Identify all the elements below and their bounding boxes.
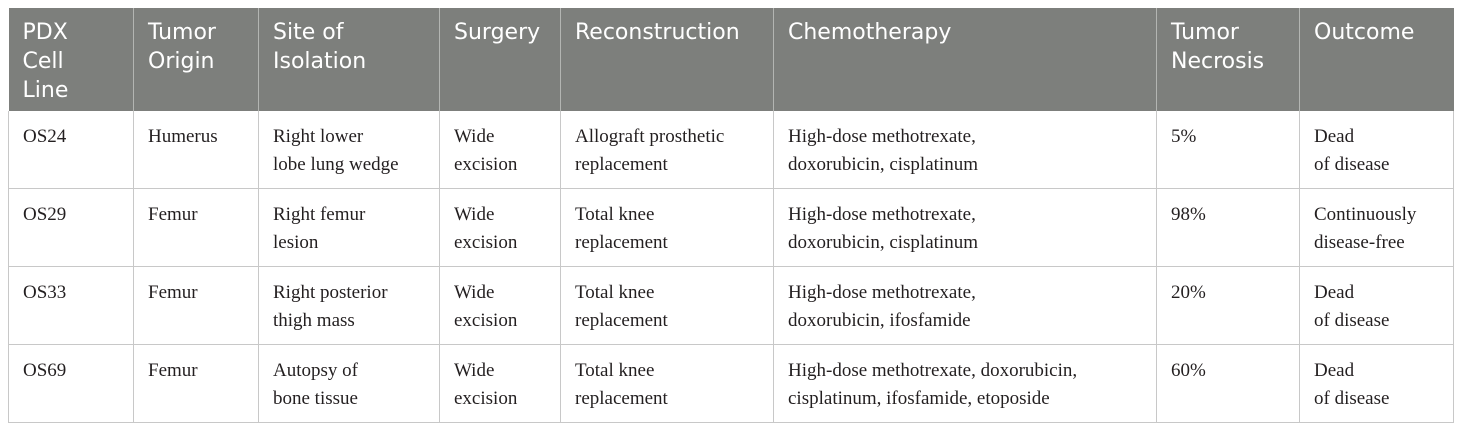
cell-pdx-cell-line: OS24 bbox=[9, 111, 134, 189]
cell-pdx-cell-line: OS33 bbox=[9, 267, 134, 345]
table-row bbox=[9, 267, 1454, 345]
cell-site-of-isolation: Right posterior thigh mass bbox=[259, 267, 440, 345]
table-header-row bbox=[9, 8, 1454, 111]
cell-reconstruction: Total knee replacement bbox=[561, 345, 774, 423]
cell-chemotherapy: High-dose methotrexate, doxorubicin, cisplatinum bbox=[774, 111, 1157, 189]
cell-tumor-origin: Humerus bbox=[134, 111, 259, 189]
cell-tumor-origin: Femur bbox=[134, 345, 259, 423]
cell-tumor-necrosis: 60% bbox=[1157, 345, 1300, 423]
header-reconstruction: Reconstruction bbox=[561, 8, 774, 111]
cell-surgery: Wide excision bbox=[440, 111, 561, 189]
cell-chemotherapy: High-dose methotrexate, doxorubicin, cisplatinum, ifosfamide, etoposide bbox=[774, 345, 1157, 423]
cell-surgery: Wide excision bbox=[440, 345, 561, 423]
cell-site-of-isolation: Autopsy of bone tissue bbox=[259, 345, 440, 423]
cell-reconstruction: Total knee replacement bbox=[561, 267, 774, 345]
header-chemotherapy: Chemotherapy bbox=[774, 8, 1157, 111]
table-row bbox=[9, 345, 1454, 423]
cell-outcome: Continuously disease-free bbox=[1300, 189, 1454, 267]
table-row bbox=[9, 189, 1454, 267]
header-surgery: Surgery bbox=[440, 8, 561, 111]
cell-surgery: Wide excision bbox=[440, 267, 561, 345]
cell-tumor-origin: Femur bbox=[134, 267, 259, 345]
cell-reconstruction: Allograft prosthetic replacement bbox=[561, 111, 774, 189]
cell-site-of-isolation: Right femur lesion bbox=[259, 189, 440, 267]
cell-outcome: Dead of disease bbox=[1300, 345, 1454, 423]
cell-pdx-cell-line: OS69 bbox=[9, 345, 134, 423]
cell-outcome: Dead of disease bbox=[1300, 111, 1454, 189]
pdx-cell-line-table bbox=[8, 8, 1454, 423]
header-site-of-isolation: Site of Isolation bbox=[259, 8, 440, 111]
cell-chemotherapy: High-dose methotrexate, doxorubicin, cisplatinum bbox=[774, 189, 1157, 267]
cell-outcome: Dead of disease bbox=[1300, 267, 1454, 345]
cell-pdx-cell-line: OS29 bbox=[9, 189, 134, 267]
cell-tumor-origin: Femur bbox=[134, 189, 259, 267]
cell-reconstruction: Total knee replacement bbox=[561, 189, 774, 267]
cell-chemotherapy: High-dose methotrexate, doxorubicin, ifosfamide bbox=[774, 267, 1157, 345]
header-outcome: Outcome bbox=[1300, 8, 1454, 111]
cell-tumor-necrosis: 98% bbox=[1157, 189, 1300, 267]
cell-tumor-necrosis: 5% bbox=[1157, 111, 1300, 189]
cell-site-of-isolation: Right lower lobe lung wedge bbox=[259, 111, 440, 189]
header-tumor-origin: Tumor Origin bbox=[134, 8, 259, 111]
table-row bbox=[9, 111, 1454, 189]
cell-tumor-necrosis: 20% bbox=[1157, 267, 1300, 345]
header-tumor-necrosis: Tumor Necrosis bbox=[1157, 8, 1300, 111]
header-pdx-cell-line: PDX Cell Line bbox=[9, 8, 134, 111]
cell-surgery: Wide excision bbox=[440, 189, 561, 267]
